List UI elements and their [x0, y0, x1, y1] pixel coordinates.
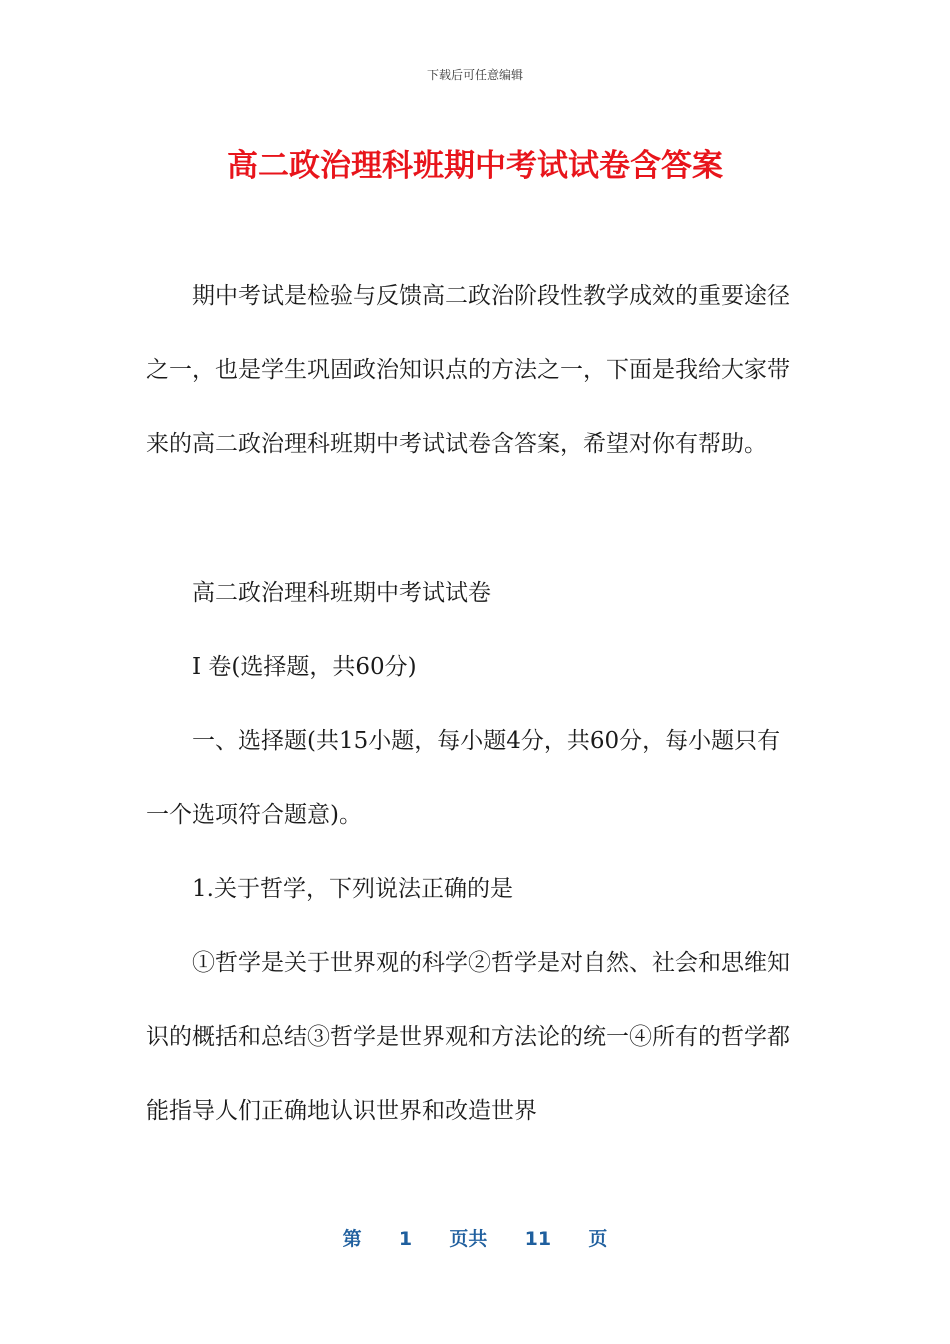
question-1-options: ①哲学是关于世界观的科学②哲学是对自然、社会和思维知识的概括和总结③哲学是世界观和方法论的统一④所有的哲学都能指导人们正确地认识世界和改造世界 [146, 950, 790, 1124]
footer-page-of-label: 页共 [449, 1228, 488, 1250]
header-note: 下载后可任意编辑 [426, 68, 523, 82]
question-1: 1.关于哲学，下列说法正确的是 [192, 876, 513, 902]
section-heading: Ⅰ 卷(选择题，共60分) [192, 654, 417, 680]
part-one-instructions: 一、选择题(共15小题，每小题4分，共60分，每小题只有一个选项符合题意)。 [146, 728, 781, 828]
page-footer [0, 1224, 950, 1251]
footer-page-label: 第 [342, 1228, 362, 1250]
document-title: 高二政治理科班期中考试试卷含答案 [227, 148, 723, 184]
footer-current-page: 1 [398, 1228, 413, 1250]
footer-pages-label: 页 [588, 1228, 608, 1250]
footer-total-pages: 11 [524, 1228, 552, 1250]
paper-title: 高二政治理科班期中考试试卷 [192, 580, 491, 606]
intro-paragraph: 期中考试是检验与反馈高二政治阶段性教学成效的重要途径之一，也是学生巩固政治知识点的方法之一，下面是我给大家带来的高二政治理科班期中考试试卷含答案，希望对你有帮助。 [146, 283, 790, 457]
